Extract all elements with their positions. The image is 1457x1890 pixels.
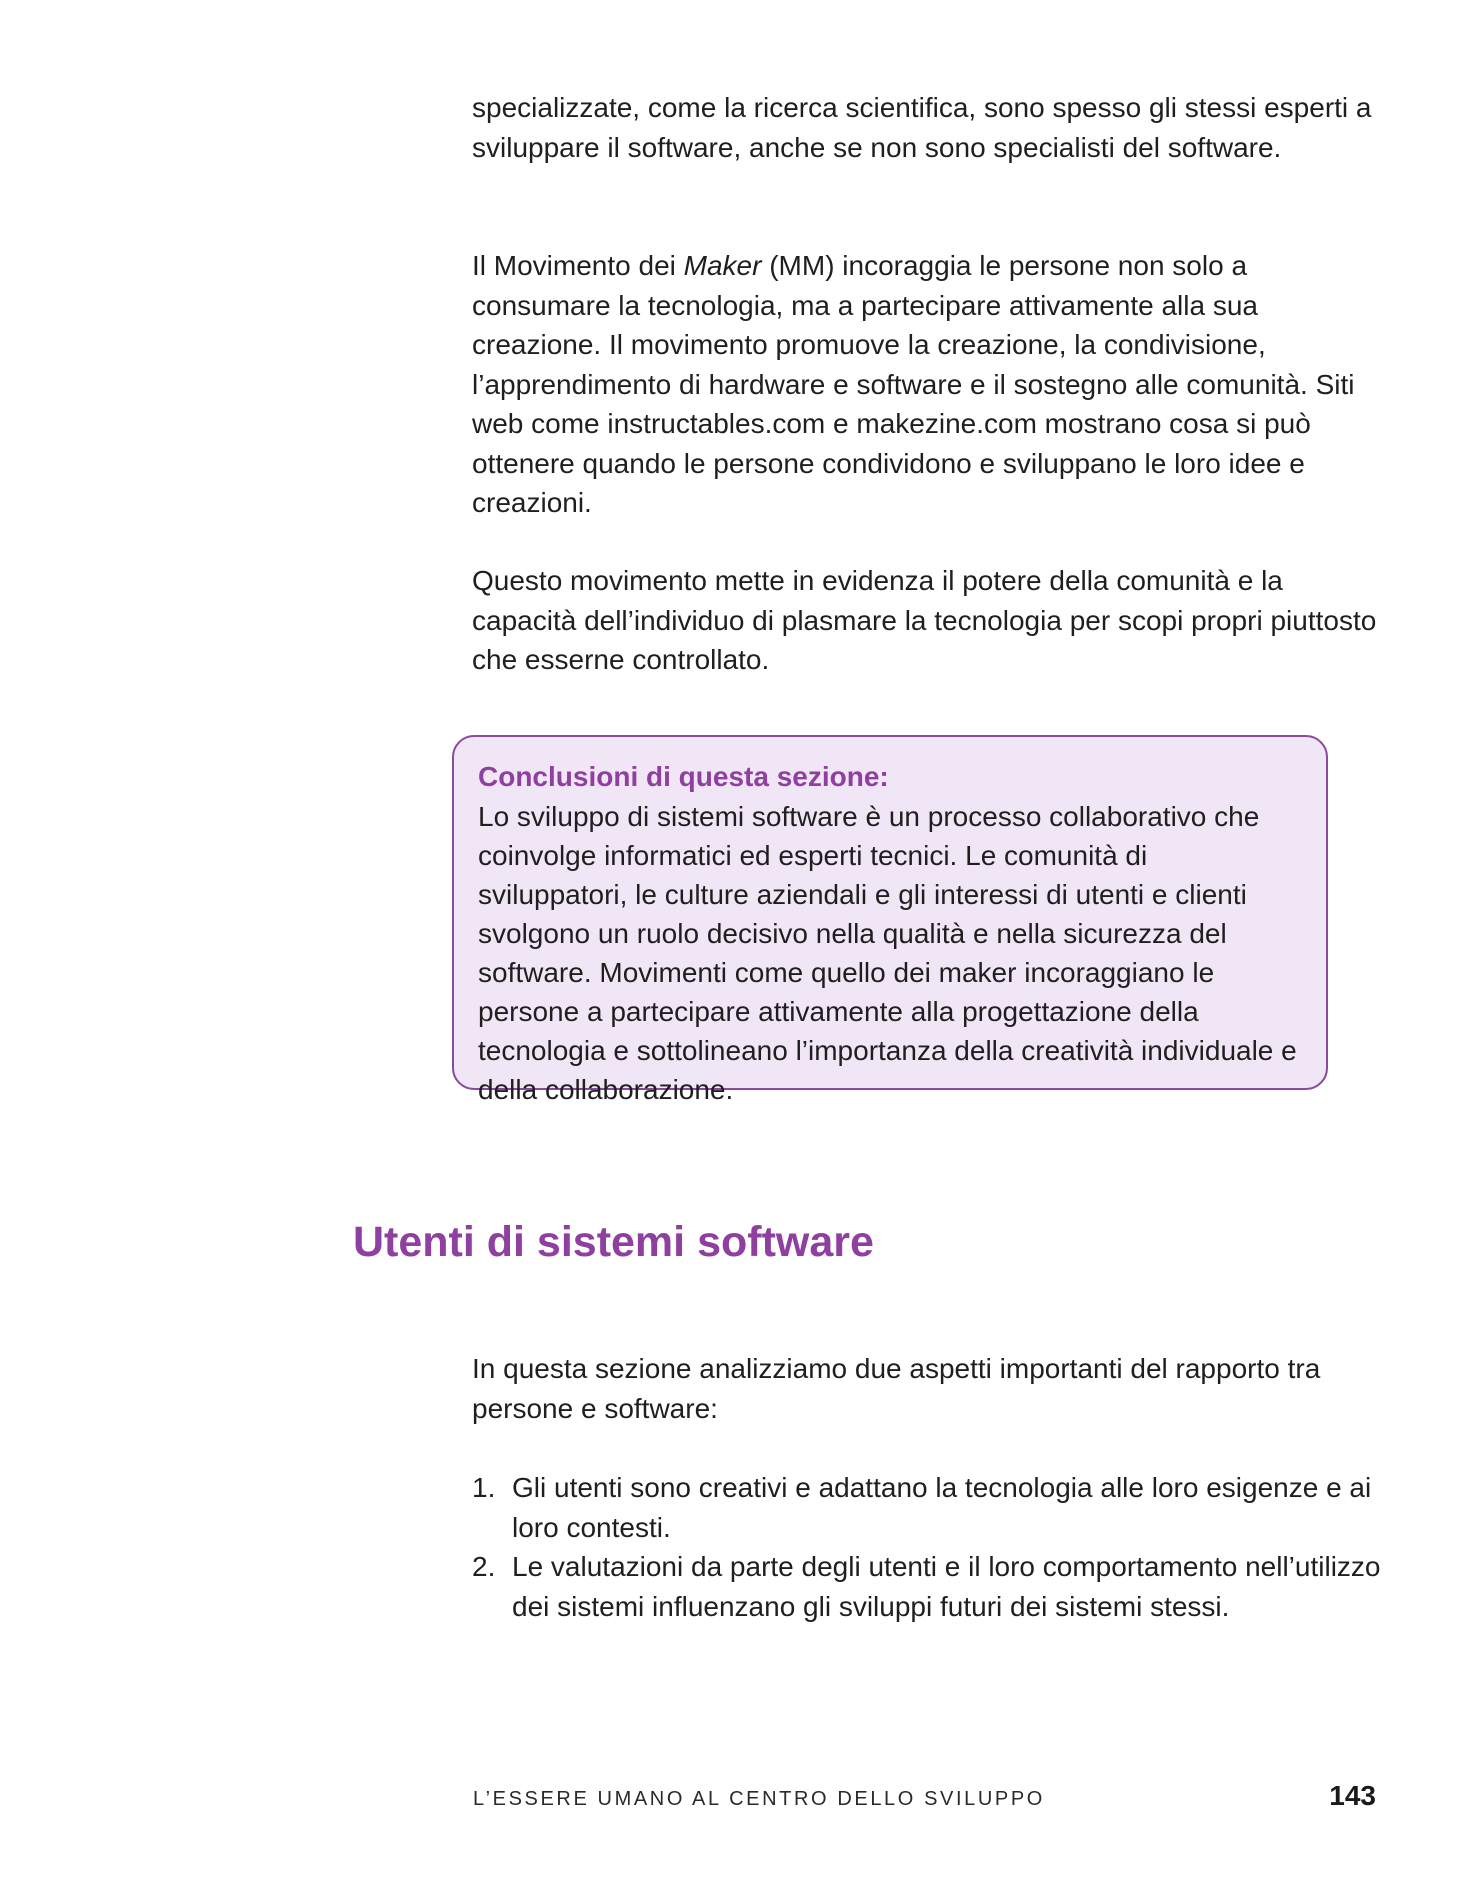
numbered-list [472, 1468, 1387, 1626]
list-item-text: Gli utenti sono creativi e adattano la tecnologia alle loro esigenze e ai loro contesti. [512, 1472, 1372, 1543]
paragraph-2-rest: (MM) incoraggia le persone non solo a consumare la tecnologia, ma a partecipare attivamente alla sua creazione. Il movimento promuove la creazione, la condivisione, l’apprendimento di hardware e software e il sostegno alle comunità. Siti web come instructables.com e makezine.com mostrano cosa si può ottenere quando le persone condividono e sviluppano le loro idee e creazioni. [472, 250, 1355, 518]
body-paragraph-1: specializzate, come la ricerca scientifica, sono spesso gli stessi esperti a sviluppare il software, anche se non sono specialisti del software. [472, 92, 1372, 163]
body-paragraph-3: Questo movimento mette in evidenza il potere della comunità e la capacità dell’individuo di plasmare la tecnologia per scopi propri piuttosto che esserne controllato. [472, 565, 1377, 675]
list-item-number: 1. [472, 1472, 496, 1503]
list-item-number: 2. [472, 1551, 496, 1582]
callout-text: Lo sviluppo di sistemi software è un processo collaborativo che coinvolge informatici ed esperti tecnici. Le comunità di sviluppatori, le culture aziendali e gli interessi di utenti e clienti svolgono un ruolo decisivo nella qualità e nella sicurezza del software. Movimenti come quello dei maker incoraggiano le persone a partecipare attivamente alla progettazione della tecnologia e sottolineano l’importanza della creatività individuale e della collaborazione. [478, 800, 1297, 1105]
section-heading: Utenti di sistemi software [353, 1218, 874, 1266]
body-paragraph-2 [472, 246, 1382, 523]
list-item [472, 1547, 1387, 1626]
conclusion-callout [452, 735, 1328, 1105]
page-number: 143 [1329, 1780, 1376, 1811]
maker-italic: Maker [683, 250, 762, 281]
paragraph-2-start: Il Movimento dei [472, 250, 684, 281]
callout-title: Conclusioni di questa sezione: [478, 761, 889, 792]
section-intro: In questa sezione analizziamo due aspetti importanti del rapporto tra persone e software: [472, 1353, 1321, 1424]
list-item [472, 1468, 1387, 1547]
running-title: L’ESSERE UMANO AL CENTRO DELLO SVILUPPO [473, 1788, 1045, 1810]
list-item-text: Le valutazioni da parte degli utenti e il loro comportamento nell’utilizzo dei sistemi influenzano gli sviluppi futuri dei sistemi stessi. [512, 1551, 1381, 1622]
